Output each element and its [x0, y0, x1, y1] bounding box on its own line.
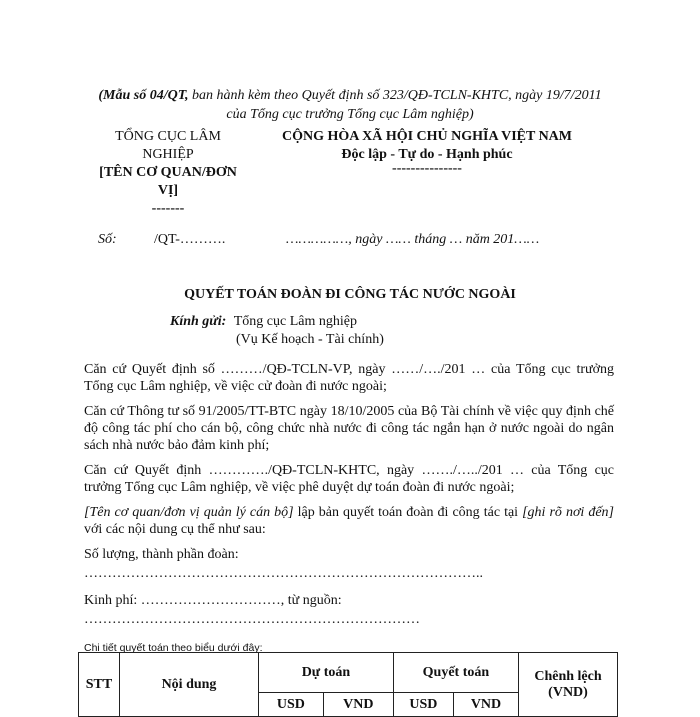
document-title: QUYẾT TOÁN ĐOÀN ĐI CÔNG TÁC NƯỚC NGOÀI [184, 287, 516, 302]
funding-line: Kinh phí: …………………………, từ nguồn: [84, 593, 342, 608]
paragraph-basis-1: Căn cứ Quyết định số ………/QĐ-TCLN-VP, ngày ……/…./201 … của Tổng cục trưởng Tổng cục Lâm nghiệp, về việc cử đoàn đi nước ngoài; [84, 362, 614, 394]
recipient-dept: (Vụ Kế hoạch - Tài chính) [236, 332, 384, 347]
header-settlement-vnd: VND [453, 693, 518, 717]
detail-note: Chi tiết quyết toán theo biểu dưới đây: [84, 642, 263, 654]
org-divider: ------- [151, 201, 185, 216]
header-stt: STT [79, 653, 120, 717]
form-reference-text: ban hành kèm theo Quyết định số 323/QĐ-TCLN-KHTC, ngày 19/7/2011 của Tổng cục trưởng Tổng cục Lâm nghiệp) [188, 88, 602, 122]
document-body [84, 361, 614, 657]
header-settlement-usd: USD [393, 693, 453, 717]
form-number: (Mẫu số 04/QT, [98, 88, 189, 103]
header-difference: Chênh lệch (VND) [519, 653, 618, 717]
national-header [262, 128, 592, 174]
destination-placeholder: [ghi rõ nơi đến] [522, 505, 615, 520]
paragraph-basis-2: Căn cứ Thông tư số 91/2005/TT-BTC ngày 18/10/2005 của Bộ Tài chính về việc quy định chế độ công tác phí cho cán bộ, công chức nhà nước đi công tác ngắn hạn ở nước ngoài do ngân sách nhà nước bảo đảm kinh phí; [84, 404, 614, 453]
members-label: Số lượng, thành phần đoàn: [84, 547, 239, 562]
recipient-label: Kính gửi: [170, 314, 227, 329]
header-content: Nội dung [120, 653, 259, 717]
national-title: CỘNG HÒA XÃ HỘI CHỦ NGHĨA VIỆT NAM [281, 129, 572, 144]
header-settlement: Quyết toán [393, 653, 518, 693]
header-estimate-vnd: VND [323, 693, 393, 717]
header-estimate: Dự toán [259, 653, 394, 693]
form-reference-note [95, 86, 605, 124]
members-dotted-line: ………………………………………………………………………….. [84, 566, 483, 581]
paragraph-basis-3: Căn cứ Quyết định …………./QĐ-TCLN-KHTC, ngày ……./…../201 … của Tổng cục trưởng Tổng cục Lâm nghiệp, về việc phê duyệt dự toán đoàn đi nước ngoài; [84, 463, 614, 495]
date-line: ……………, ngày …… tháng … năm 201…… [286, 232, 540, 247]
paragraph-statement: [Tên cơ quan/đơn vị quản lý cán bộ] lập bản quyết toán đoàn đi công tác tại [ghi rõ nơi đến] với các nội dung cụ thể như sau: [84, 505, 615, 537]
national-divider: --------------- [392, 161, 462, 176]
org-name: TỔNG CỤC LÂM NGHIỆP [115, 129, 221, 162]
settlement-table [78, 652, 618, 717]
national-motto: Độc lập - Tự do - Hạnh phúc [341, 147, 513, 162]
unit-placeholder: [Tên cơ quan/đơn vị quản lý cán bộ] [84, 505, 294, 520]
org-placeholder: [TÊN CƠ QUAN/ĐƠN VỊ] [99, 165, 237, 198]
recipient-name: Tổng cục Lâm nghiệp [233, 314, 357, 329]
recipient-block [170, 313, 570, 349]
number-code: /QT-………. [154, 232, 226, 247]
issuing-organization [88, 128, 248, 218]
header-estimate-usd: USD [259, 693, 324, 717]
funding-dotted-line: ……………………………………………………………… [84, 612, 420, 627]
number-label: Số: [98, 232, 117, 247]
